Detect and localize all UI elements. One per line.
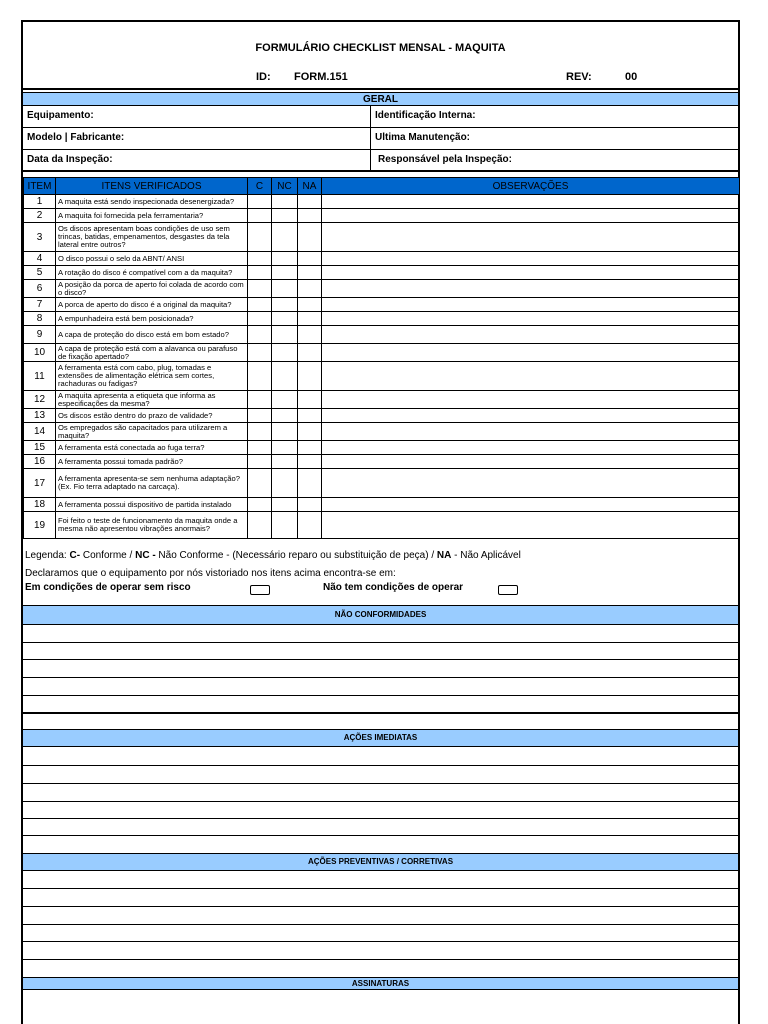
item-number: 7: [24, 298, 56, 312]
ap-line[interactable]: [23, 941, 738, 942]
legend-na-text: - Não Aplicável: [451, 550, 521, 561]
c-cell[interactable]: [248, 280, 272, 298]
na-cell[interactable]: [298, 455, 322, 469]
na-cell[interactable]: [298, 362, 322, 391]
item-text: A capa de proteção do disco está em bom estado?: [56, 326, 248, 344]
item-number: 17: [24, 469, 56, 498]
na-cell[interactable]: [298, 252, 322, 266]
c-cell[interactable]: [248, 512, 272, 539]
acoes-preventivas-band: AÇÕES PREVENTIVAS / CORRETIVAS: [23, 853, 738, 871]
id-label: ID:: [256, 71, 271, 83]
item-text: Foi feito o teste de funcionamento da maquita onde a mesma não apresentou vibrações anormais?: [56, 512, 248, 539]
item-text: A maquita foi fornecida pela ferramentaria?: [56, 209, 248, 223]
c-cell[interactable]: [248, 298, 272, 312]
item-number: 6: [24, 280, 56, 298]
modelo-label: Modelo | Fabricante:: [27, 132, 125, 143]
item-text: O disco possui o selo da ABNT/ ANSI: [56, 252, 248, 266]
item-text: A porca de aperto do disco é a original da maquita?: [56, 298, 248, 312]
na-cell[interactable]: [298, 498, 322, 512]
nc-cell[interactable]: [272, 326, 298, 344]
item-text: A ferramenta possui dispositivo de partida instalado: [56, 498, 248, 512]
item-text: Os discos estão dentro do prazo de validade?: [56, 409, 248, 423]
nc-cell[interactable]: [272, 409, 298, 423]
observacoes-cell[interactable]: [322, 344, 740, 362]
table-row: [24, 252, 740, 266]
nc-cell[interactable]: [272, 266, 298, 280]
ai-line[interactable]: [23, 765, 738, 766]
observacoes-cell[interactable]: [322, 441, 740, 455]
na-cell[interactable]: [298, 423, 322, 441]
ap-line[interactable]: [23, 888, 738, 889]
nao-conformidades-band: NÃO CONFORMIDADES: [23, 605, 738, 625]
na-cell[interactable]: [298, 391, 322, 409]
nc-cell[interactable]: [272, 312, 298, 326]
c-cell[interactable]: [248, 209, 272, 223]
item-text: A maquita apresenta a etiqueta que informa as especificações da mesma?: [56, 391, 248, 409]
c-cell[interactable]: [248, 455, 272, 469]
c-cell[interactable]: [248, 498, 272, 512]
table-row: [24, 280, 740, 298]
nc-cell[interactable]: [272, 280, 298, 298]
checklist-form: [21, 20, 740, 1024]
item-number: 10: [24, 344, 56, 362]
table-row: [24, 362, 740, 391]
nc-cell[interactable]: [272, 498, 298, 512]
option-operar-checkbox[interactable]: [250, 585, 270, 595]
col-itens: ITENS VERIFICADOS: [56, 178, 248, 195]
ultima-label: Ultima Manutenção:: [375, 132, 471, 143]
option-operar-label: Em condições de operar sem risco: [25, 582, 191, 593]
table-row: [24, 344, 740, 362]
observacoes-cell[interactable]: [322, 326, 740, 344]
col-c: C: [248, 178, 272, 195]
observacoes-cell[interactable]: [322, 409, 740, 423]
na-cell[interactable]: [298, 344, 322, 362]
nc-cell[interactable]: [272, 455, 298, 469]
table-row: [24, 498, 740, 512]
c-cell[interactable]: [248, 391, 272, 409]
table-row: [24, 391, 740, 409]
observacoes-cell[interactable]: [322, 469, 740, 498]
nc-cell[interactable]: [272, 252, 298, 266]
nc-line[interactable]: [23, 712, 738, 714]
table-row: [24, 209, 740, 223]
item-number: 12: [24, 391, 56, 409]
col-nc: NC: [272, 178, 298, 195]
ap-line[interactable]: [23, 906, 738, 907]
item-number: 4: [24, 252, 56, 266]
data-inspecao-label: Data da Inspeção:: [27, 154, 113, 165]
observacoes-cell[interactable]: [322, 455, 740, 469]
assinaturas-band: ASSINATURAS: [23, 977, 738, 990]
c-cell[interactable]: [248, 195, 272, 209]
legend-prefix: Legenda:: [25, 550, 70, 561]
item-number: 18: [24, 498, 56, 512]
observacoes-cell[interactable]: [322, 195, 740, 209]
nc-cell[interactable]: [272, 195, 298, 209]
item-text: A ferramenta possui tomada padrão?: [56, 455, 248, 469]
geral-row-3: [23, 150, 738, 172]
form-title: FORMULÁRIO CHECKLIST MENSAL - MAQUITA: [255, 42, 506, 54]
observacoes-cell[interactable]: [322, 280, 740, 298]
table-row: [24, 195, 740, 209]
item-text: A ferramenta está com cabo, plug, tomadas e extensões de alimentação elétrica sem cortes, rachaduras ou fadigas?: [56, 362, 248, 391]
col-na: NA: [298, 178, 322, 195]
na-cell[interactable]: [298, 298, 322, 312]
ai-line[interactable]: [23, 818, 738, 819]
geral-vsep: [370, 106, 371, 172]
item-text: Os empregados são capacitados para utilizarem a maquita?: [56, 423, 248, 441]
na-cell[interactable]: [298, 195, 322, 209]
observacoes-cell[interactable]: [322, 498, 740, 512]
table-row: [24, 441, 740, 455]
observacoes-cell[interactable]: [322, 512, 740, 539]
item-text: A rotação do disco é compatível com a da maquita?: [56, 266, 248, 280]
item-number: 13: [24, 409, 56, 423]
observacoes-cell[interactable]: [322, 298, 740, 312]
nc-line[interactable]: [23, 659, 738, 660]
nc-cell[interactable]: [272, 423, 298, 441]
table-row: [24, 409, 740, 423]
item-number: 8: [24, 312, 56, 326]
observacoes-cell[interactable]: [322, 252, 740, 266]
observacoes-cell[interactable]: [322, 423, 740, 441]
table-row: [24, 266, 740, 280]
na-cell[interactable]: [298, 266, 322, 280]
ap-line[interactable]: [23, 924, 738, 925]
observacoes-cell[interactable]: [322, 391, 740, 409]
item-number: 5: [24, 266, 56, 280]
table-row: [24, 469, 740, 498]
nc-line[interactable]: [23, 677, 738, 678]
table-row: [24, 455, 740, 469]
divider: [23, 88, 738, 90]
item-text: A posição da porca de aperto foi colada de acordo com o disco?: [56, 280, 248, 298]
na-cell[interactable]: [298, 209, 322, 223]
legend: [25, 550, 521, 561]
ai-line[interactable]: [23, 801, 738, 802]
legend-c-text: Conforme /: [80, 550, 136, 561]
observacoes-cell[interactable]: [322, 266, 740, 280]
nc-cell[interactable]: [272, 391, 298, 409]
item-number: 14: [24, 423, 56, 441]
c-cell[interactable]: [248, 252, 272, 266]
c-cell[interactable]: [248, 423, 272, 441]
table-row: [24, 298, 740, 312]
item-number: 1: [24, 195, 56, 209]
na-cell[interactable]: [298, 409, 322, 423]
nc-cell[interactable]: [272, 223, 298, 252]
c-cell[interactable]: [248, 266, 272, 280]
c-cell[interactable]: [248, 344, 272, 362]
checklist-table: [23, 177, 740, 539]
geral-band: GERAL: [23, 92, 738, 106]
declaration-text: Declaramos que o equipamento por nós vistoriado nos itens acima encontra-se em:: [25, 568, 396, 579]
item-text: A capa de proteção está com a alavanca ou parafuso de fixação apertado?: [56, 344, 248, 362]
col-obs: OBSERVAÇÕES: [322, 178, 740, 195]
ai-line[interactable]: [23, 835, 738, 836]
nc-cell[interactable]: [272, 441, 298, 455]
item-number: 15: [24, 441, 56, 455]
table-row: [24, 423, 740, 441]
observacoes-cell[interactable]: [322, 312, 740, 326]
observacoes-cell[interactable]: [322, 209, 740, 223]
nc-cell[interactable]: [272, 469, 298, 498]
c-cell[interactable]: [248, 441, 272, 455]
legend-na: NA: [436, 550, 452, 561]
item-number: 9: [24, 326, 56, 344]
table-row: [24, 312, 740, 326]
c-cell[interactable]: [248, 469, 272, 498]
item-number: 11: [24, 362, 56, 391]
na-cell[interactable]: [298, 223, 322, 252]
item-text: A ferramenta apresenta-se sem nenhuma adaptação? (Ex. Fio terra adaptado na carcaça).: [56, 469, 248, 498]
na-cell[interactable]: [298, 312, 322, 326]
item-number: 3: [24, 223, 56, 252]
rev-value: 00: [625, 71, 638, 83]
table-row: [24, 326, 740, 344]
item-number: 2: [24, 209, 56, 223]
item-text: Os discos apresentam boas condições de uso sem trincas, batidas, empenamentos, desgastes da tela lateral entre outros?: [56, 223, 248, 252]
c-cell[interactable]: [248, 326, 272, 344]
nc-cell[interactable]: [272, 512, 298, 539]
legend-nc-text: Não Conforme - (Necessário reparo ou substituição de peça) /: [155, 550, 437, 561]
nc-cell[interactable]: [272, 362, 298, 391]
responsavel-label: Responsável pela Inspeção:: [378, 154, 512, 165]
c-cell[interactable]: [248, 362, 272, 391]
nc-line[interactable]: [23, 695, 738, 696]
ap-line[interactable]: [23, 959, 738, 960]
id-value: FORM.151: [294, 71, 348, 83]
na-cell[interactable]: [298, 469, 322, 498]
na-cell[interactable]: [298, 326, 322, 344]
col-item: ITEM: [24, 178, 56, 195]
observacoes-cell[interactable]: [322, 362, 740, 391]
c-cell[interactable]: [248, 223, 272, 252]
geral-row-1: [23, 106, 738, 128]
rev-label: REV:: [566, 71, 592, 83]
item-text: A maquita está sendo inspecionada desenergizada?: [56, 195, 248, 209]
legend-nc: NC -: [135, 550, 156, 561]
identificacao-label: Identificação Interna:: [375, 110, 476, 121]
nc-cell[interactable]: [272, 344, 298, 362]
nc-cell[interactable]: [272, 298, 298, 312]
item-text: A empunhadeira está bem posicionada?: [56, 312, 248, 326]
nc-line[interactable]: [23, 642, 738, 643]
option-nao-operar-label: Não tem condições de operar: [323, 582, 464, 593]
option-nao-operar-checkbox[interactable]: [498, 585, 518, 595]
nc-cell[interactable]: [272, 209, 298, 223]
acoes-imediatas-band: AÇÕES IMEDIATAS: [23, 729, 738, 747]
item-text: A ferramenta está conectada ao fuga terra?: [56, 441, 248, 455]
na-cell[interactable]: [298, 280, 322, 298]
ai-line[interactable]: [23, 783, 738, 784]
c-cell[interactable]: [248, 312, 272, 326]
c-cell[interactable]: [248, 409, 272, 423]
table-row: [24, 512, 740, 539]
equipamento-label: Equipamento:: [27, 110, 94, 121]
na-cell[interactable]: [298, 441, 322, 455]
observacoes-cell[interactable]: [322, 223, 740, 252]
geral-row-2: [23, 128, 738, 150]
na-cell[interactable]: [298, 512, 322, 539]
table-row: [24, 223, 740, 252]
item-number: 16: [24, 455, 56, 469]
item-number: 19: [24, 512, 56, 539]
legend-c: C-: [69, 550, 81, 561]
